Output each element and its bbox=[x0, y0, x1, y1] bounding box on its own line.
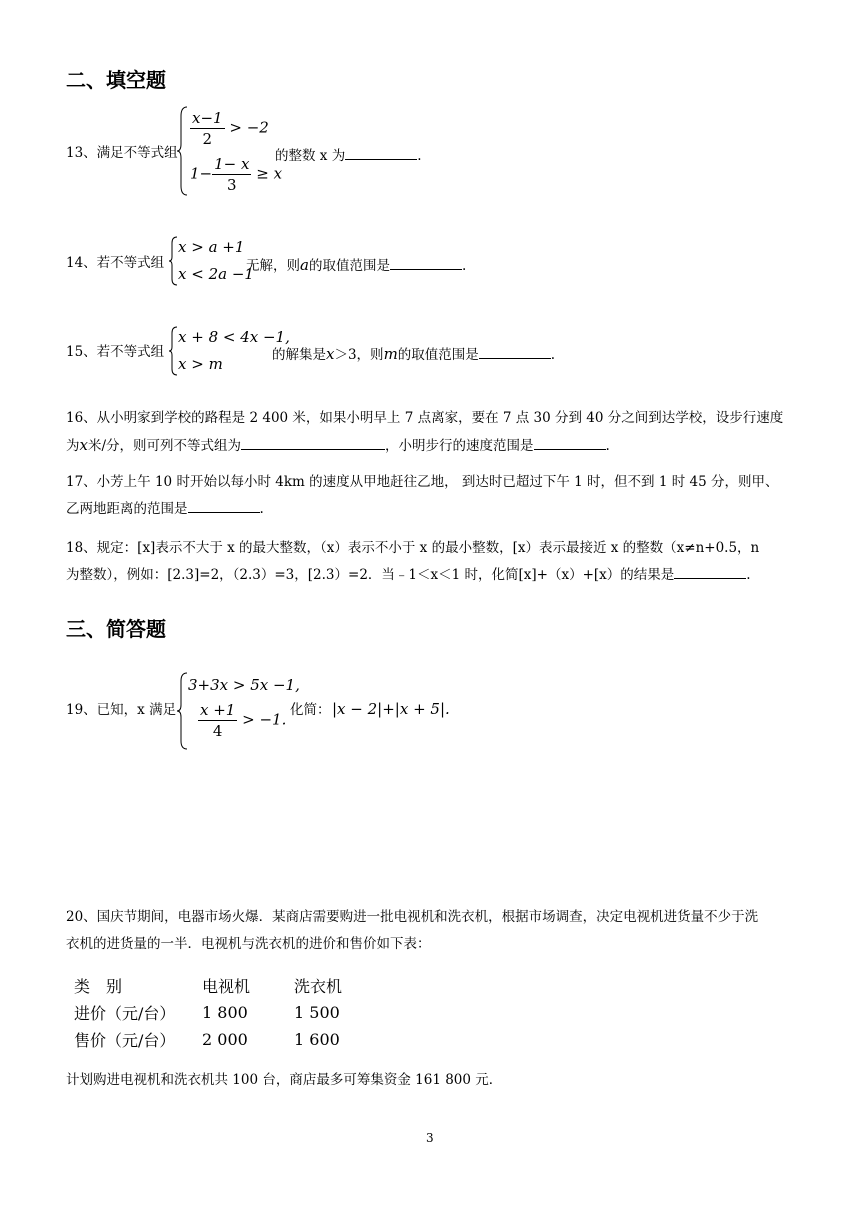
q13-answer-blank[interactable] bbox=[345, 147, 417, 160]
q19-simplify-label: 化简： bbox=[290, 702, 331, 718]
q14-brace bbox=[168, 236, 178, 286]
q19-inequality-2: $\frac{x +1}{4}$ > −1. bbox=[200, 701, 287, 740]
q16-inequality-blank[interactable] bbox=[241, 437, 385, 450]
table-cell: 进价（元/台） bbox=[74, 1004, 176, 1023]
q14-inequality-2: x < 2a −1 bbox=[178, 265, 254, 283]
q18-question: 18、规定：[x]表示不大于 x 的最大整数，（x）表示不小于 x 的最小整数，[x）表示最接近 x 的整数（x≠n+0.5，n 为整数），例如：[2.3]=2，（2.3）=3，[2.3）=2．当﹣1＜x＜1 时，化简[x]+（x）+[x）的结果是 . bbox=[66, 540, 760, 583]
q17-question: 17、小芳上午 10 时开始以每小时 4km 的速度从甲地赶往乙地， 到达时已超过下午 1 时，但不到 1 时 45 分，则甲、 乙两地距离的范围是 . bbox=[66, 474, 779, 517]
q15-suffix: 的解集是x＞3，则m的取值范围是 . bbox=[272, 345, 556, 363]
q13-inequality-2: 1− $\frac{1- x}{3}$ ≥ x bbox=[190, 155, 283, 194]
q13-brace bbox=[176, 106, 188, 196]
q15-prefix: 15、若不等式组 bbox=[66, 344, 165, 360]
table-header-cell: 类 别 bbox=[74, 977, 123, 996]
q19-inequality-1: 3+3x > 5x −1, bbox=[188, 676, 300, 694]
q14-answer-blank[interactable] bbox=[390, 257, 462, 270]
q13-inequality-1: $\frac{x-1}{2}$ > −2 bbox=[192, 109, 269, 148]
q15-inequality-1: x + 8 < 4x −1, bbox=[178, 328, 290, 346]
section-heading-short-answer: 三、简答题 bbox=[66, 617, 166, 641]
q19-expression: |x − 2|+|x + 5|. bbox=[332, 700, 450, 718]
q15-answer-blank[interactable] bbox=[479, 346, 551, 359]
q13-prefix: 13、满足不等式组 bbox=[66, 145, 178, 161]
q19-prefix: 19、已知，x 满足 bbox=[66, 702, 177, 718]
table-cell: 2 000 bbox=[202, 1030, 248, 1049]
q20-question: 20、国庆节期间，电器市场火爆．某商店需要购进一批电视机和洗衣机，根据市场调查，决定电视机进货量不少于洗 衣机的进货量的一半．电视机与洗衣机的进价和售价如下表： bbox=[66, 909, 759, 952]
section-heading-fill-in: 二、填空题 bbox=[66, 68, 166, 92]
table-cell: 1 500 bbox=[294, 1003, 340, 1022]
q19-brace bbox=[176, 672, 188, 750]
q20-plan-text: 计划购进电视机和洗衣机共 100 台，商店最多可筹集资金 161 800 元． bbox=[66, 1072, 503, 1088]
q15-inequality-2: x > m bbox=[178, 355, 223, 373]
table-cell: 售价（元/台） bbox=[74, 1031, 176, 1050]
q16-speed-blank[interactable] bbox=[534, 437, 606, 450]
page-number: 3 bbox=[426, 1131, 434, 1145]
q15-brace bbox=[168, 326, 178, 376]
q14-inequality-1: x > a +1 bbox=[178, 238, 245, 256]
table-row bbox=[74, 1026, 374, 1053]
q18-answer-blank[interactable] bbox=[674, 566, 746, 579]
q17-answer-blank[interactable] bbox=[188, 500, 260, 513]
table-cell: 1 800 bbox=[202, 1003, 248, 1022]
table-cell: 1 600 bbox=[294, 1030, 340, 1049]
table-header-cell: 洗衣机 bbox=[294, 977, 343, 996]
q16-question: 16、从小明家到学校的路程是 2 400 米，如果小明早上 7 点离家，要在 7 点 30 分到 40 分之间到达学校，设步行速度 为x米/分，则可列不等式组为 ，小明步行的速度范围是 . bbox=[66, 410, 784, 454]
q13-suffix: 的整数 x 为 . bbox=[275, 148, 422, 164]
q20-price-table bbox=[74, 972, 374, 1053]
table-row bbox=[74, 999, 374, 1026]
q14-prefix: 14、若不等式组 bbox=[66, 255, 165, 271]
table-header-row bbox=[74, 972, 374, 999]
q14-suffix: 无解，则a的取值范围是 . bbox=[246, 256, 467, 274]
table-header-cell: 电视机 bbox=[202, 977, 251, 996]
